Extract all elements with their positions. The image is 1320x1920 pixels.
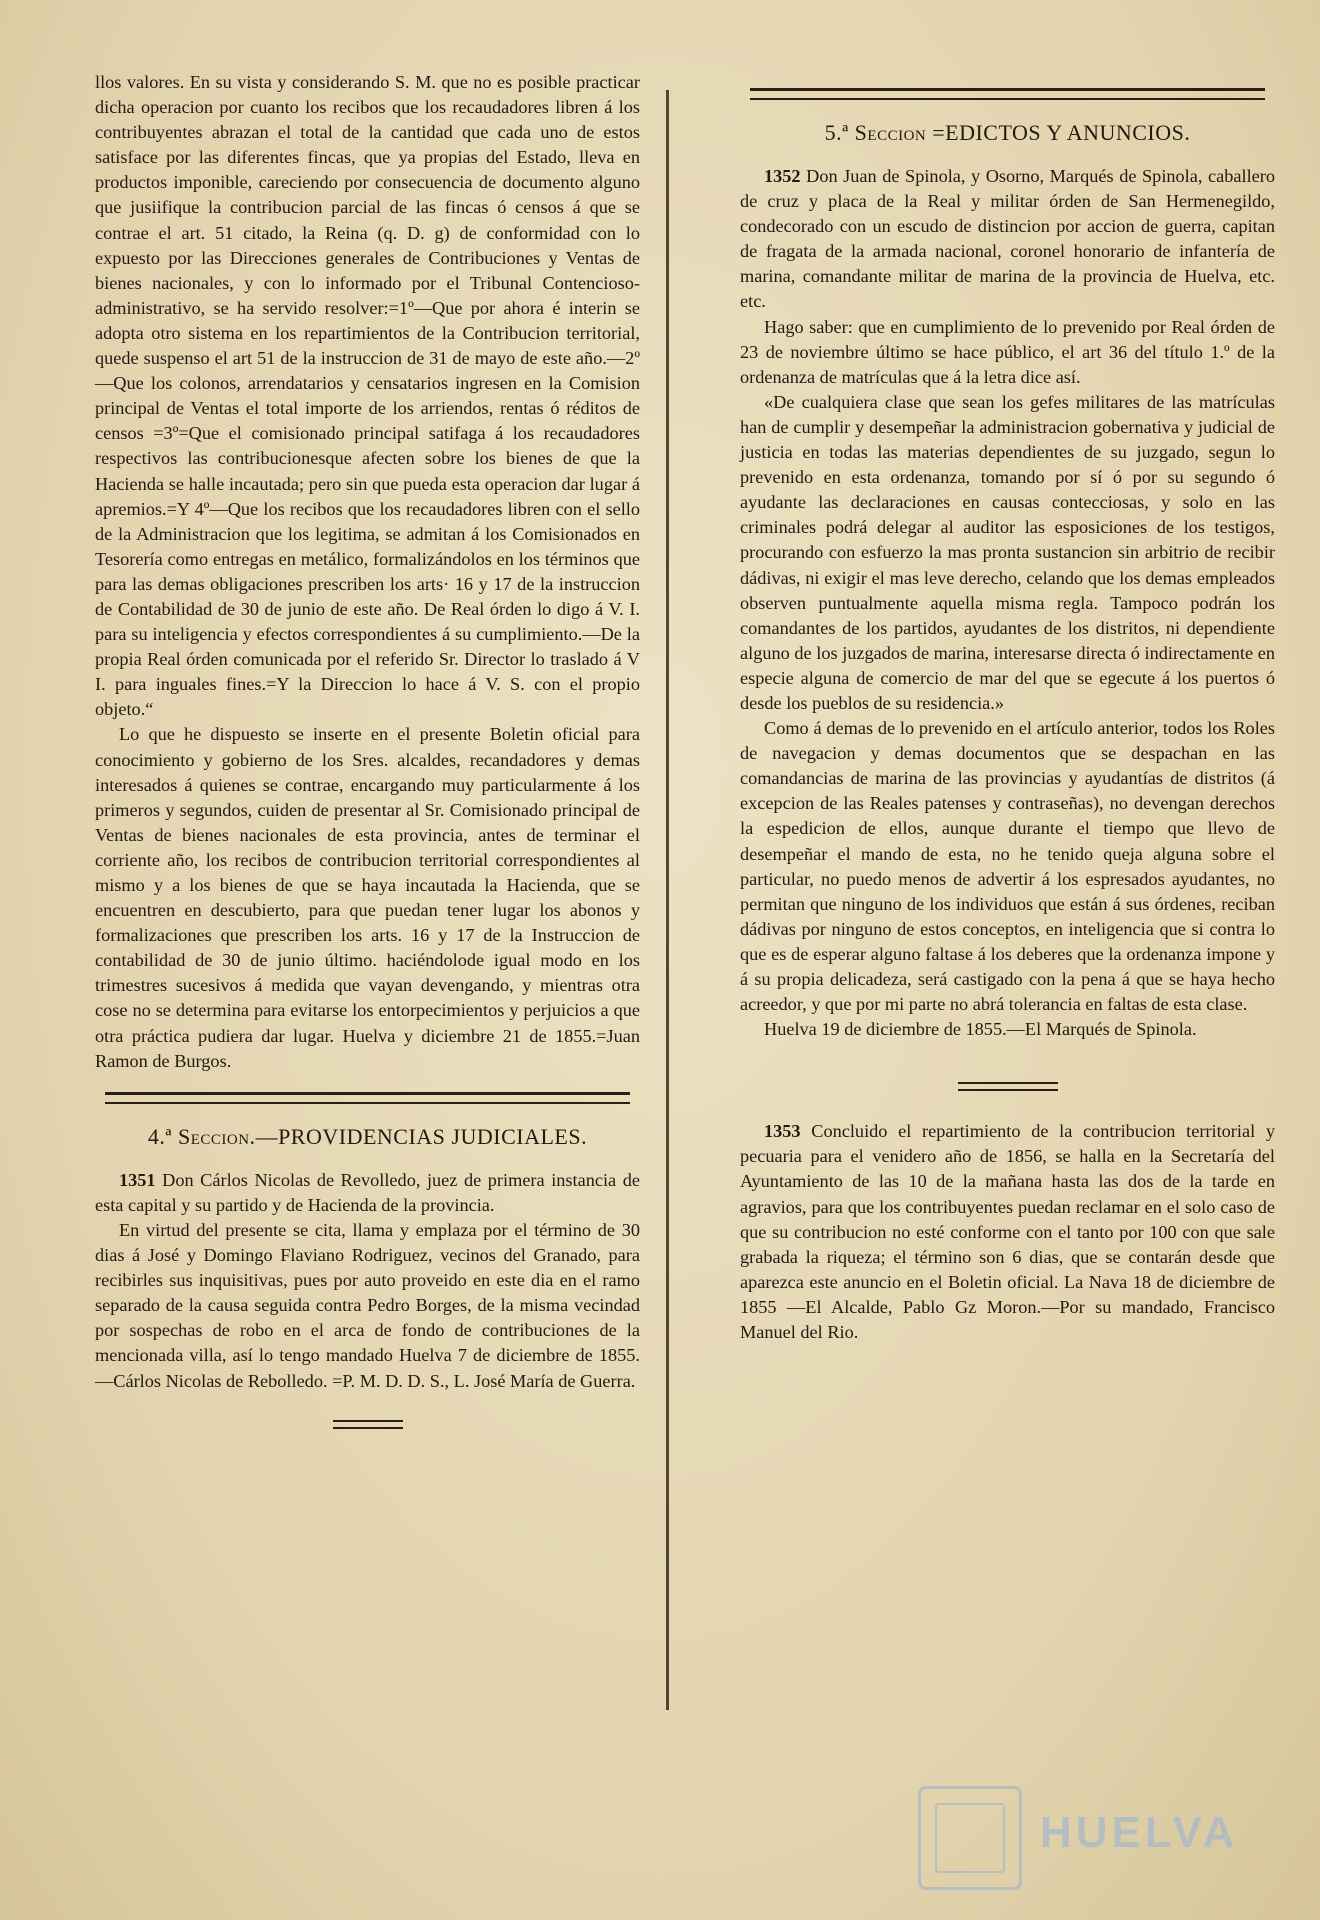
notice-1352-p4: Como á demas de lo prevenido en el artículo anterior, todos los Roles de navegacion y demas documentos que se despachan en las comandancias de marina de las provincias y ayudantías de distritos (á excepcion de las Reales patenses y contraseñas), no devengan derechos la espedicion de ellos, aunque durante el tiempo que llevo de desempeñar el mando de esta, no he tenido queja alguna sobre el particular, no puedo menos de advertir á los espresados ayudantes, no permitan que ninguno de los individuos que están á sus órdenes, reciban dádivas por ninguno de estos conceptos, en inteligencia que si contra lo que es de esperar alguno faltase á los deberes que la ordenanza impone y á su propia delicadeza, será castigado con la pena á que se haya hecho acreedor, y que por mi parte no abrá tolerancia en faltas de esta clase.	[740, 718, 1275, 1015]
notice-number: 1351	[119, 1169, 156, 1190]
watermark-text: HUELVA	[1040, 1808, 1239, 1857]
notice-1351-heading: Don Cárlos Nicolas de Revolledo, juez de primera instancia de esta capital y su partido y de Hacienda de la provincia.	[95, 1169, 640, 1215]
section-5-heading	[740, 120, 1275, 146]
notice-1352-p2: Hago saber: que en cumplimiento de lo prevenido por Real órden de 23 de noviembre último se hace público, el art 36 del título 1.º de la ordenanza de matrículas que á la letra dice así.	[740, 316, 1275, 387]
notice-number: 1353	[764, 1121, 801, 1142]
archive-seal-icon	[918, 1786, 1022, 1890]
paragraph-notice: Lo que he dispuesto se inserte en el presente Boletin oficial para conocimiento y gobierno de los Sres. alcaldes, recandadores y demas interesados á quienes se contrae, encargando muy particularmente á los primeros y segundos, cuiden de presentar al Sr. Comisionado principal de Ventas de bienes nacionales de esta provincia, antes de terminar el corriente año, los recibos de contribucion territorial correspondientes al mismo y a los bienes de que se haya incautada la Hacienda, que se encuentren en descubierto, para que puedan tener lugar los abonos y formalizaciones que prescriben los arts. 16 y 17 de la Instruccion de contabilidad de 30 de junio último. haciéndolode igual modo en los trimestres sucesivos á medida que vayan devengando, y mientras otra cose no se determina para evitarse los entorpecimientos y perjuicios a que otra práctica pudiera dar lugar. Huelva y diciembre 21 de 1855.=Juan Ramon de Burgos.	[95, 724, 640, 1071]
paragraph-continuation: llos valores. En su vista y considerando S. M. que no es posible practicar dicha operacion por cuanto los recibos que los recaudadores libren á los contribuyentes abrazan el total de la cantidad que cada uno de estos satisface por las diferentes fincas, que ya propias del Estado, lleva en productos imponible, careciendo por consecuencia de documento alguno que jusiifique la contribucion parcial de las fincas ó censos á que se contrae el art. 51 citado, la Reina (q. D. g) de conformidad con lo expuesto por las Direcciones generales de Contribuciones y Ventas de bienes nacionales, y con lo informado por el Tribunal Contencioso-administrativo, se ha servido resolver:=1º—Que por ahora é interin se adopta otro sistema en los repartimientos de la Contribucion territorial, quede suspenso el art 51 de la instruccion de 31 de mayo de este año.—2º—Que los colonos, arrendatarios y censatarios ingresen en la Comision principal de Ventas el total importe de los arriendos, rentas ó réditos de censos =3º=Que el comisionado principal satifaga á los recaudadores respectivos las contribucionesque afecten sobre los bienes de que la Hacienda se halle incautada; pero sin que pueda esta operacion dar lugar á apremios.=Y 4º—Que los recibos que los recaudadores libren con el sello de la Administracion que los legitima, se admitan á los Comisionados en Tesorería como entregas en metálico, formalizándolos en los términos que para las demas obligaciones prescriben los arts· 16 y 17 de la instruccion de Contabilidad de 30 de junio de este año. De Real órden lo digo á V. I. para su inteligencia y efectos correspondientes á su cumplimiento.—De la propia Real órden comunicada por el referido Sr. Director lo traslado á V I. para inguales fines.=Y la Direccion lo hace á V. S. con el propio objeto.“	[95, 72, 640, 720]
notice-1351-body: En virtud del presente se cita, llama y emplaza por el término de 30 dias á José y Domingo Flaviano Rodriguez, vecinos del Granado, para recibirles sus inquisitivas, pues por auto proveido en este dia en el ramo separado de la causa seguida contra Pedro Borges, de la misma vecindad por sospechas de robo en el arca de fondo de contribuciones de la mencionada villa, así lo tengo mandado Huelva 7 de diciembre de 1855.—Cárlos Nicolas de Rebolledo. =P. M. D. D. S., L. José María de Guerra.	[95, 1219, 640, 1391]
notice-1351	[95, 1168, 640, 1218]
left-column	[95, 70, 640, 1455]
section-divider	[750, 88, 1265, 100]
section-5-title: =EDICTOS Y ANUNCIOS.	[932, 120, 1191, 145]
notice-1352-quote: «De cualquiera clase que sean los gefes militares de las matrículas han de cumplir y desempeñar la administracion gobernativa y judicial de justicia en todas las materias dependientes de su juzgado, segun lo prevenido en esta ordenanza, tomando por sí ó por su segundo ó ayudante las declaraciones en causas contecciosas, y solo en las criminales podrá delegar al auditor las esposiciones de los testigos, procurando con esfuerzo la mas pronta sustancion sin arbitrio de recibir dádivas, ni exigir el mas leve derecho, celando que los demas empleados observen puntualmente aquella misma regla. Tampoco podrán los comandantes de los partidos, ayudantes de los distritos, ni dependiente alguno de los juzgados de marina, interesarse directa ó indirectamente en especie alguna de comercio de mar del que se egecute á los puertos ó desde los pueblos de su residencia.»	[740, 391, 1275, 713]
section-4-title: —PROVIDENCIAS JUDICIALES.	[255, 1123, 588, 1149]
column-rule	[666, 90, 669, 1710]
section-divider	[105, 1092, 630, 1104]
notice-1353	[740, 1119, 1275, 1345]
end-divider	[333, 1420, 403, 1429]
notice-1352	[740, 164, 1275, 315]
section-4-heading	[95, 1124, 640, 1150]
notice-1353-body: Concluido el repartimiento de la contribucion territorial y pecuaria para el venidero año de 1856, se halla en la Secretaría del Ayuntamiento de las 10 de la mañana hasta las dos de la tarde en agravios, para que los contribuyentes puedan reclamar en el solo caso de que su contribucion no esté conforme con el tanto por 100 con que sale grabada la riqueza; el término son 6 dias, que se contarán desde que aparezca este anuncio en el Boletin oficial. La Nava 18 de diciembre de 1855 —El Alcalde, Pablo Gz Moron.—Por su mandado, Francisco Manuel del Rio.	[740, 1121, 1275, 1343]
notice-number: 1352	[764, 166, 801, 186]
notice-divider	[958, 1082, 1058, 1091]
section-5-label: 5.ª Seccion	[824, 120, 927, 145]
section-4-label: 4.ª Seccion.	[147, 1123, 256, 1149]
right-column	[740, 78, 1275, 1345]
notice-1352-heading: Don Juan de Spinola, y Osorno, Marqués de Spinola, caballero de cruz y placa de la Real y militar órden de San Hermenegildo, condecorado con un escudo de distincion por accion de guerra, capitan de fragata de la armada nacional, coronel honorario de infantería de marina, comandante militar de marina de la provincia de Huelva, etc. etc.	[740, 166, 1275, 312]
notice-1352-signature: Huelva 19 de diciembre de 1855.—El Marqués de Spinola.	[764, 1019, 1197, 1040]
